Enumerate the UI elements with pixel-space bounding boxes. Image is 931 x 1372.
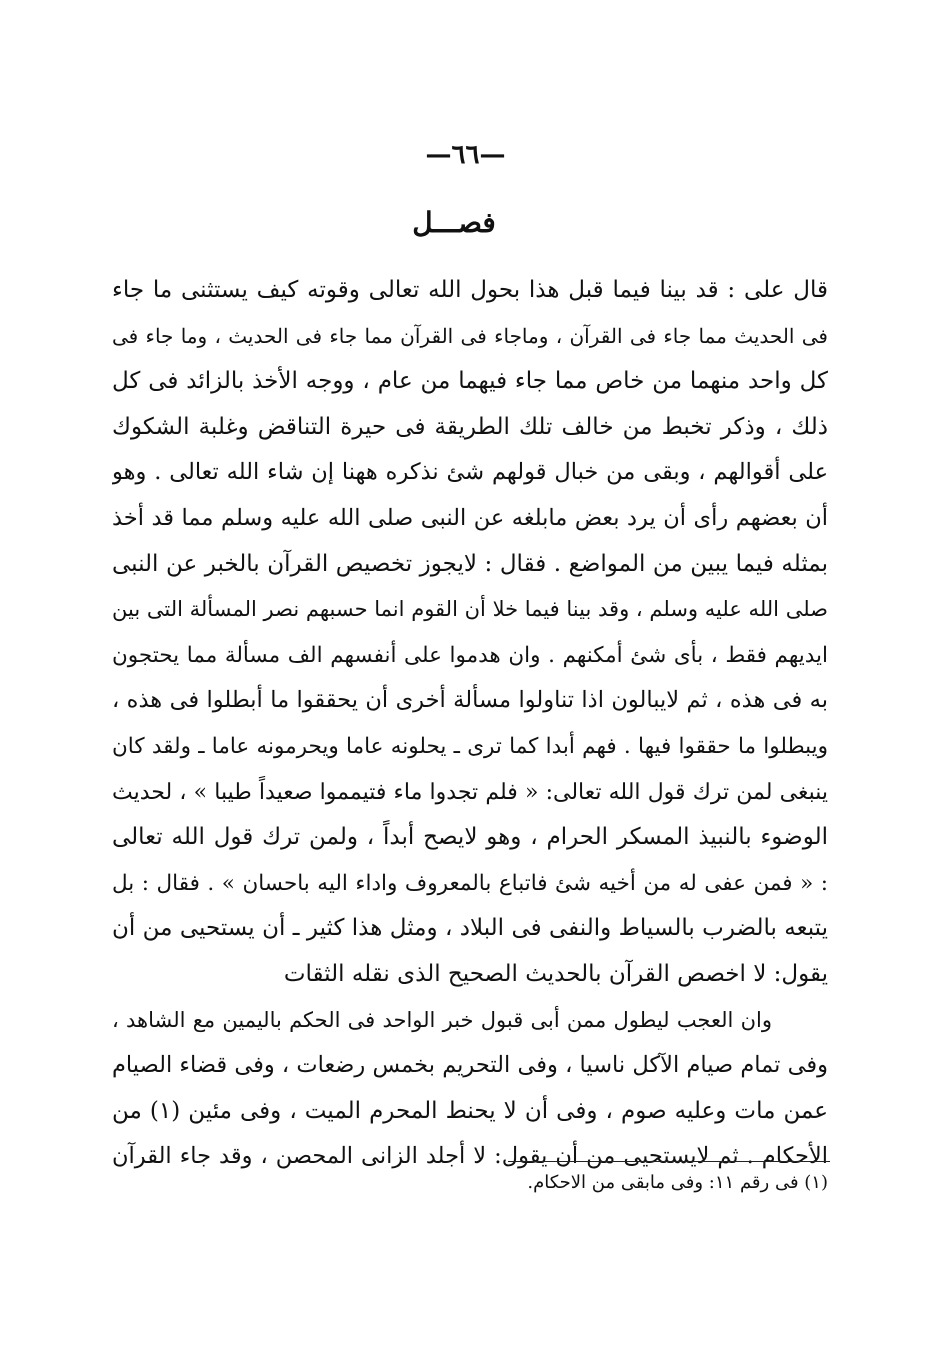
footnote: (١) فى رقم ١١: وفى مابقى من الاحكام. bbox=[527, 1172, 828, 1193]
text-line: قال على : قد بينا فيما قبل هذا بحول الله تعالى وقوته كيف يستثنى ما جاء bbox=[112, 277, 828, 303]
text-line: كل واحد منهما من خاص مما جاء فيهما من عام ، ووجه الأخذ بالزائد فى كل bbox=[112, 368, 828, 395]
text-line: على أقوالهم ، وبقى من خبال قولهم شئ نذكره ههنا إن شاء الله تعالى . وهو bbox=[112, 459, 828, 486]
text-line: الوضوء بالنبيذ المسكر الحرام ، وهو لايصح أبداً ، ولمن ترك قول الله تعالى bbox=[112, 824, 828, 851]
text-line: ينبغى لمن ترك قول الله تعالى: « فلم تجدوا ماء فتيمموا صعيداً طيبا » ، لحديث bbox=[112, 779, 828, 805]
text-line: : « فمن عفى له من أخيه شئ فاتباع بالمعروف واداء اليه باحسان » . فقال : بل bbox=[112, 870, 828, 896]
text-line: وفى تمام صيام الآكل ناسيا ، وفى التحريم بخمس رضعات ، وفى قضاء الصيام bbox=[112, 1052, 828, 1079]
text-line: بمثله فيما يبين من المواضع . فقال : لايجوز تخصيص القرآن بالخبر عن النبى bbox=[112, 550, 828, 577]
text-line: صلى الله عليه وسلم ، وقد بينا فيما خلا أن القوم انما حسبهم نصر المسألة التى بين bbox=[112, 597, 828, 622]
page-number: —٦٦— bbox=[425, 140, 506, 170]
text-line: ايديهم فقط ، بأى شئ أمكنهم . وان هدموا على أنفسهم الف مسألة مما يحتجون bbox=[112, 642, 828, 668]
text-line: ذلك ، وذكر تخبط من خالف تلك الطريقة فى حيرة التناقض وغلبة الشكوك bbox=[112, 413, 828, 440]
text-line: به فى هذه ، ثم لايبالون اذا تناولوا مسألة أخرى أن يحققوا ما أبطلوا فى هذه ، bbox=[112, 687, 828, 714]
text-line: عمن مات وعليه صوم ، وفى أن لا يحنط المحرم الميت ، وفى مئين (١) من bbox=[112, 1097, 828, 1124]
section-title: فصـــل bbox=[412, 206, 496, 239]
text-line: أن بعضهم رأى أن يرد بعض مابلغه عن النبى صلى الله عليه وسلم مما قد أخذ bbox=[112, 504, 828, 531]
text-line: فى الحديث مما جاء فى القرآن ، وماجاء فى القرآن مما جاء فى الحديث ، وما جاء فى bbox=[112, 323, 828, 348]
footnote-divider bbox=[508, 1161, 830, 1162]
body-text bbox=[112, 268, 828, 1180]
text-line: وان العجب ليطول ممن أبى قبول خبر الواحد فى الحكم باليمين مع الشاهد ، bbox=[112, 1007, 772, 1032]
text-line: يتبعه بالضرب بالسياط والنفى فى البلاد ، ومثل هذا كثير ـ أن يستحيى من أن bbox=[112, 915, 828, 942]
text-line: الأحكام . ثم لايستحيى من أن يقول: لا أجلد الزانى المحصن ، وقد جاء القرآن bbox=[112, 1143, 828, 1170]
text-line: يقول: لا اخصص القرآن بالحديث الصحيح الذى نقله الثقات bbox=[283, 960, 828, 987]
text-line: ويبطلوا ما حققوا فيها . فهم أبدا كما ترى ـ يحلونه عاما ويحرمونه عاما ـ ولقد كان bbox=[112, 733, 828, 759]
